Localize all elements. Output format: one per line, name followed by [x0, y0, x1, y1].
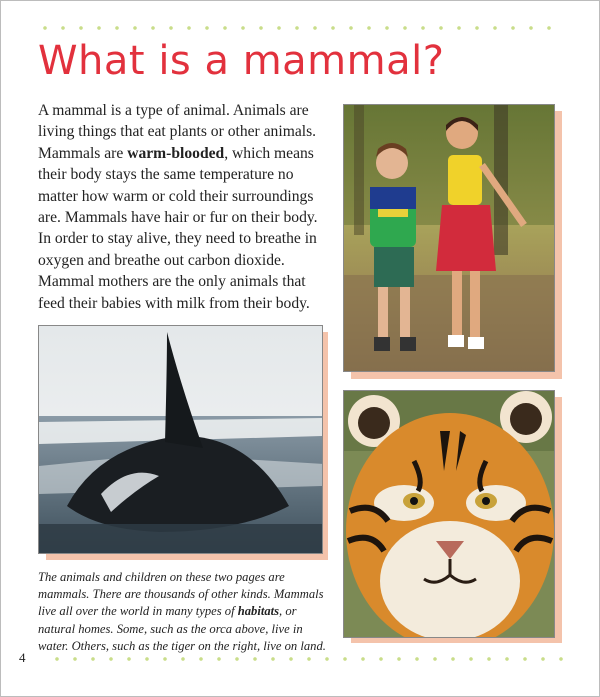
orca-photo	[38, 325, 323, 554]
bottom-dot-border	[48, 656, 564, 662]
children-photo	[343, 104, 555, 372]
caption-text-part1: The animals and children on these two pages are mammals. There are thousands of other kinds. Mammals live all over the world in many types of	[38, 570, 324, 619]
page-number: 4	[19, 650, 26, 665]
body-text-part2: , which means their body stays the same temperature no matter how warm or cold their surroundings are. Mammals have hair or fur on their body. In order to stay alive, they need to breathe in oxygen and breathe out carbon dioxide. Mammal mothers are the only animals that feed their babies with milk from their body.	[38, 144, 318, 312]
page-title: What is a mammal?	[38, 38, 445, 84]
orca-photo-image	[39, 326, 323, 554]
tiger-photo	[343, 390, 555, 638]
body-paragraph	[38, 100, 334, 314]
body-bold-term: warm-blooded	[127, 144, 225, 162]
tiger-photo-image	[344, 391, 555, 638]
caption-bold-term: habitats	[237, 604, 280, 619]
children-photo-image	[344, 105, 555, 372]
body-text-part1: A mammal is a type of animal. Animals are living things that eat plants or other animals. Mammals are	[38, 102, 317, 162]
caption-text-part2: , or natural homes. Some, such as the orca above, live in water. Others, such as the tiger on the right, live on land.	[38, 604, 326, 653]
top-dot-border	[36, 25, 564, 31]
photo-caption	[38, 569, 334, 655]
